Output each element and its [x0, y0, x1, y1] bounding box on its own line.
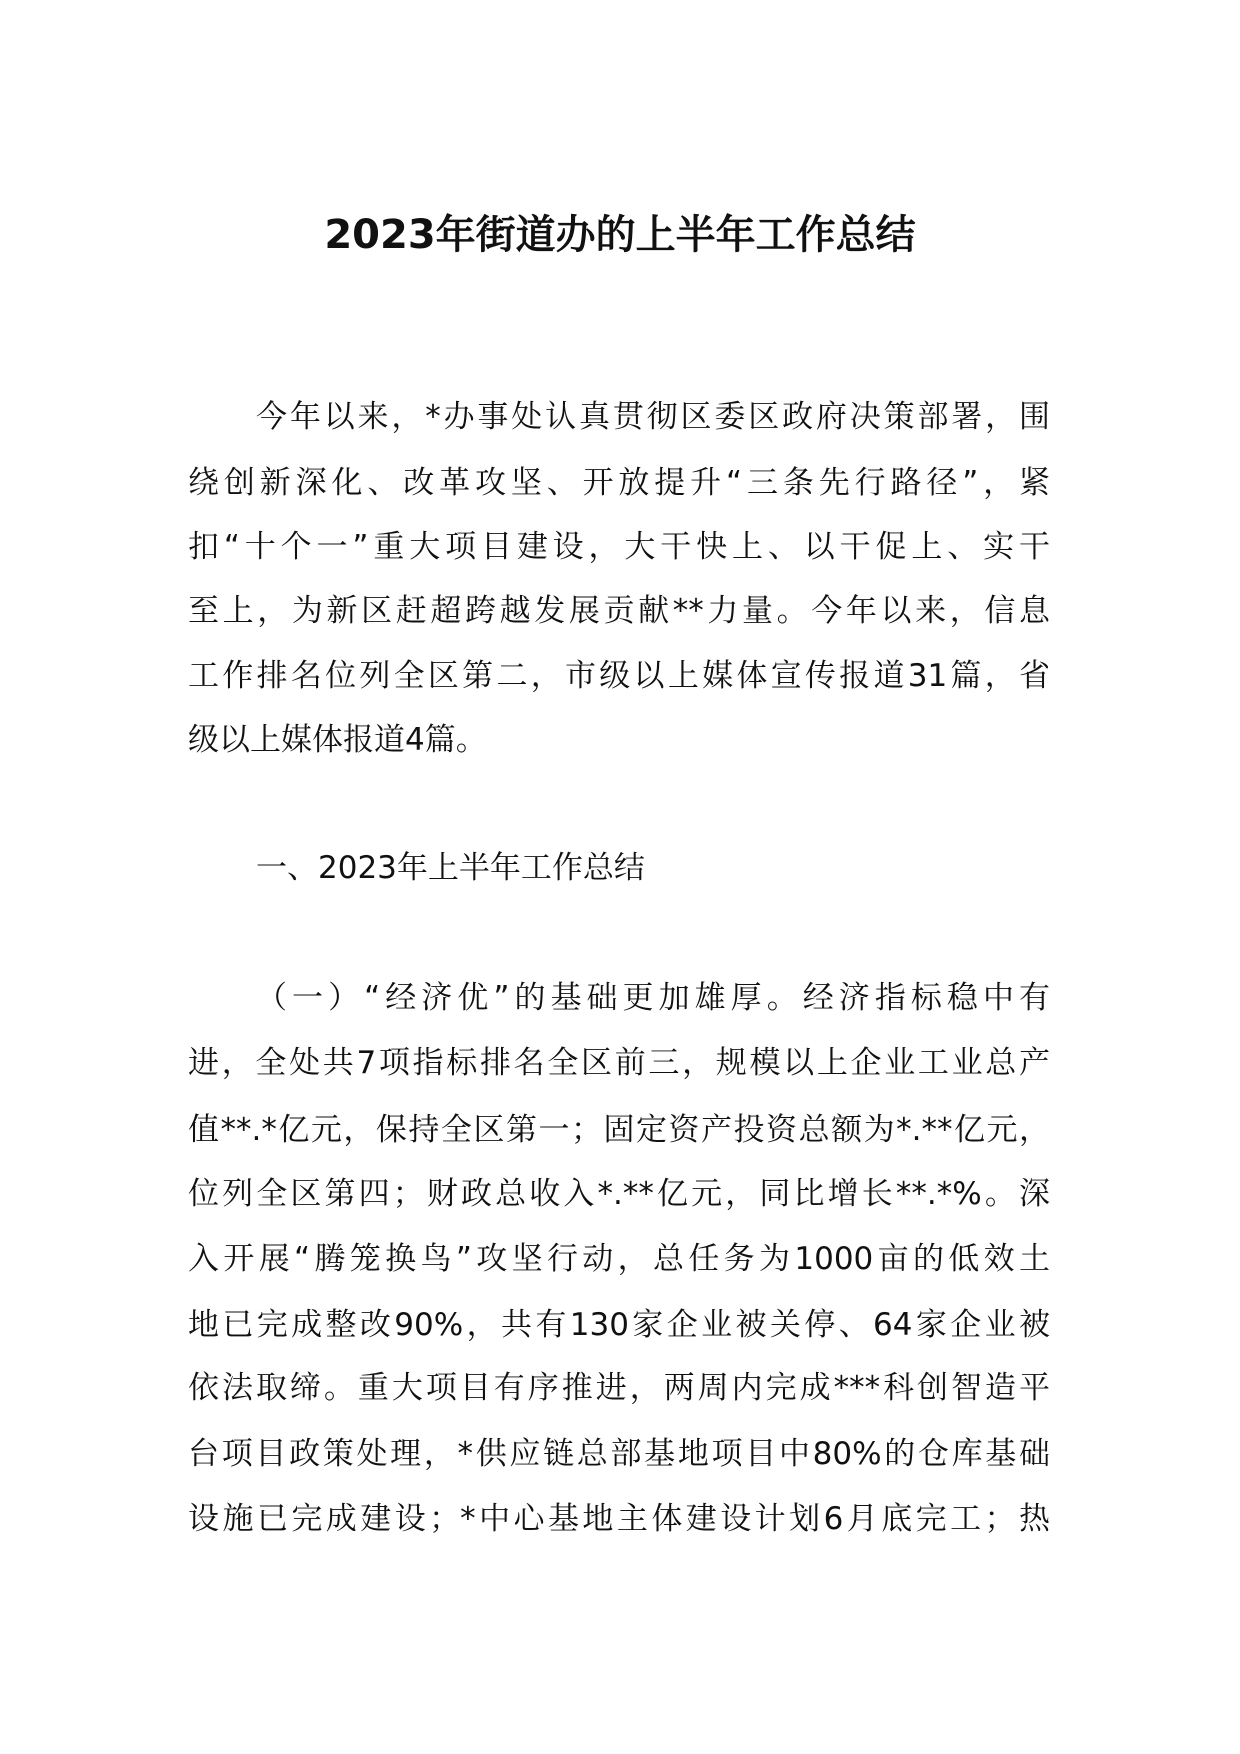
- section-line: 地已完成整改90%，共有130家企业被关停、64家企业被: [188, 1307, 1050, 1343]
- intro-line: 今年以来，*办事处认真贯彻区委区政府决策部署，围: [256, 399, 1050, 435]
- intro-line: 扣“十个一”重大项目建设，大干快上、以干促上、实干: [188, 529, 1050, 565]
- intro-line: 级以上媒体报道4篇。: [188, 722, 487, 758]
- section-line: 值**.*亿元，保持全区第一；固定资产投资总额为*.**亿元，: [188, 1112, 1050, 1148]
- section-line: 进，全处共7项指标排名全区前三，规模以上企业工业总产: [188, 1045, 1050, 1081]
- section-line: 位列全区第四；财政总收入*.**亿元，同比增长**.*%。深: [188, 1176, 1050, 1212]
- intro-line: 至上，为新区赶超跨越发展贡献**力量。今年以来，信息: [188, 593, 1050, 629]
- section-line: 依法取缔。重大项目有序推进，两周内完成***科创智造平: [188, 1370, 1050, 1406]
- section-line: （一）“经济优”的基础更加雄厚。经济指标稳中有: [256, 980, 1050, 1016]
- section-heading: 一、2023年上半年工作总结: [256, 850, 645, 886]
- section-line: 设施已完成建设；*中心基地主体建设计划6月底完工；热: [188, 1501, 1050, 1537]
- document-title: 2023年街道办的上半年工作总结: [324, 212, 916, 258]
- section-line: 台项目政策处理，*供应链总部基地项目中80%的仓库基础: [188, 1436, 1050, 1472]
- intro-line: 工作排名位列全区第二，市级以上媒体宣传报道31篇，省: [188, 658, 1050, 694]
- intro-line: 绕创新深化、改革攻坚、开放提升“三条先行路径”，紧: [188, 465, 1050, 501]
- section-line: 入开展“腾笼换鸟”攻坚行动，总任务为1000亩的低效土: [188, 1241, 1050, 1277]
